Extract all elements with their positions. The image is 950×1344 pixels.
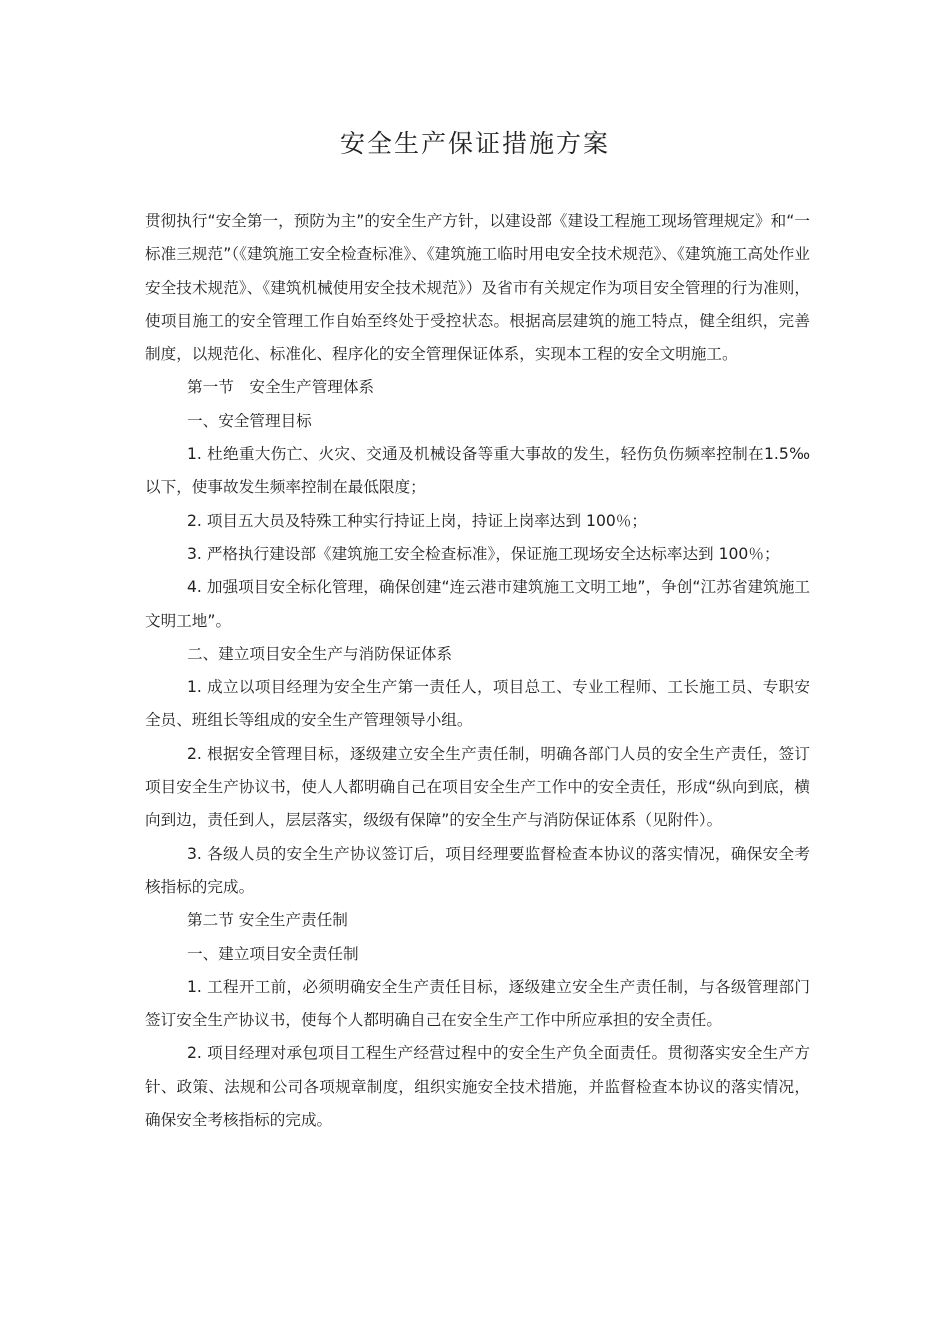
paragraph: 1. 成立以项目经理为安全生产第一责任人，项目总工、专业工程师、工长施工员、专职安全员、班组长等组成的安全生产管理领导小组。 (145, 678, 810, 730)
document-title: 安全生产保证措施方案 (339, 129, 610, 158)
section-heading: 第一节 安全生产管理体系 (187, 378, 375, 397)
paragraph-intro: 贯彻执行“安全第一，预防为主”的安全生产方针，以建设部《建设工程施工现场管理规定》和“一标准三规范”（《建筑施工安全检查标准》、《建筑施工临时用电安全技术规范》、《建筑施工高处作业安全技术规范》、《建筑机械使用安全技术规范》）及省市有关规定作为项目安全管理的行为准则，使项目施工的安全管理工作自始至终处于受控状态。根据高层建筑的施工特点，健全组织，完善制度，以规范化、标准化、程序化的安全管理保证体系，实现本工程的安全文明施工。 (145, 212, 810, 364)
paragraph: 4. 加强项目安全标化管理，确保创建“连云港市建筑施工文明工地”，争创“江苏省建筑施工文明工地”。 (145, 578, 810, 630)
subsection-heading: 一、建立项目安全责任制 (187, 944, 359, 963)
paragraph: 3. 各级人员的安全生产协议签订后，项目经理要监督检查本协议的落实情况，确保安全考核指标的完成。 (145, 844, 810, 896)
section-heading: 第二节 安全生产责任制 (187, 911, 348, 930)
subsection-heading: 一、安全管理目标 (187, 411, 312, 430)
paragraph: 3. 严格执行建设部《建筑施工安全检查标准》，保证施工现场安全达标率达到 100％； (187, 544, 780, 563)
paragraph: 1. 工程开工前，必须明确安全生产责任目标，逐级建立安全生产责任制，与各级管理部门签订安全生产协议书，使每个人都明确自己在安全生产工作中所应承担的安全责任。 (145, 977, 810, 1030)
paragraph: 2. 根据安全管理目标，逐级建立安全生产责任制，明确各部门人员的安全生产责任，签订项目安全生产协议书，使人人都明确自己在项目安全生产工作中的安全责任，形成“纵向到底，横向到边，责任到人，层层落实，级级有保障”的安全生产与消防保证体系（见附件）。 (145, 744, 810, 830)
paragraph: 1. 杜绝重大伤亡、火灾、交通及机械设备等重大事故的发生，轻伤负伤频率控制在1.5‰以下，使事故发生频率控制在最低限度； (145, 445, 810, 497)
paragraph: 2. 项目经理对承包项目工程生产经营过程中的安全生产负全面责任。贯彻落实安全生产方针、政策、法规和公司各项规章制度，组织实施安全技术措施，并监督检查本协议的落实情况，确保安全考核指标的完成。 (145, 1044, 810, 1130)
document-body (145, 205, 810, 1137)
paragraph: 2. 项目五大员及特殊工种实行持证上岗，持证上岗率达到 100％； (187, 511, 647, 530)
subsection-heading: 二、建立项目安全生产与消防保证体系 (187, 644, 453, 663)
